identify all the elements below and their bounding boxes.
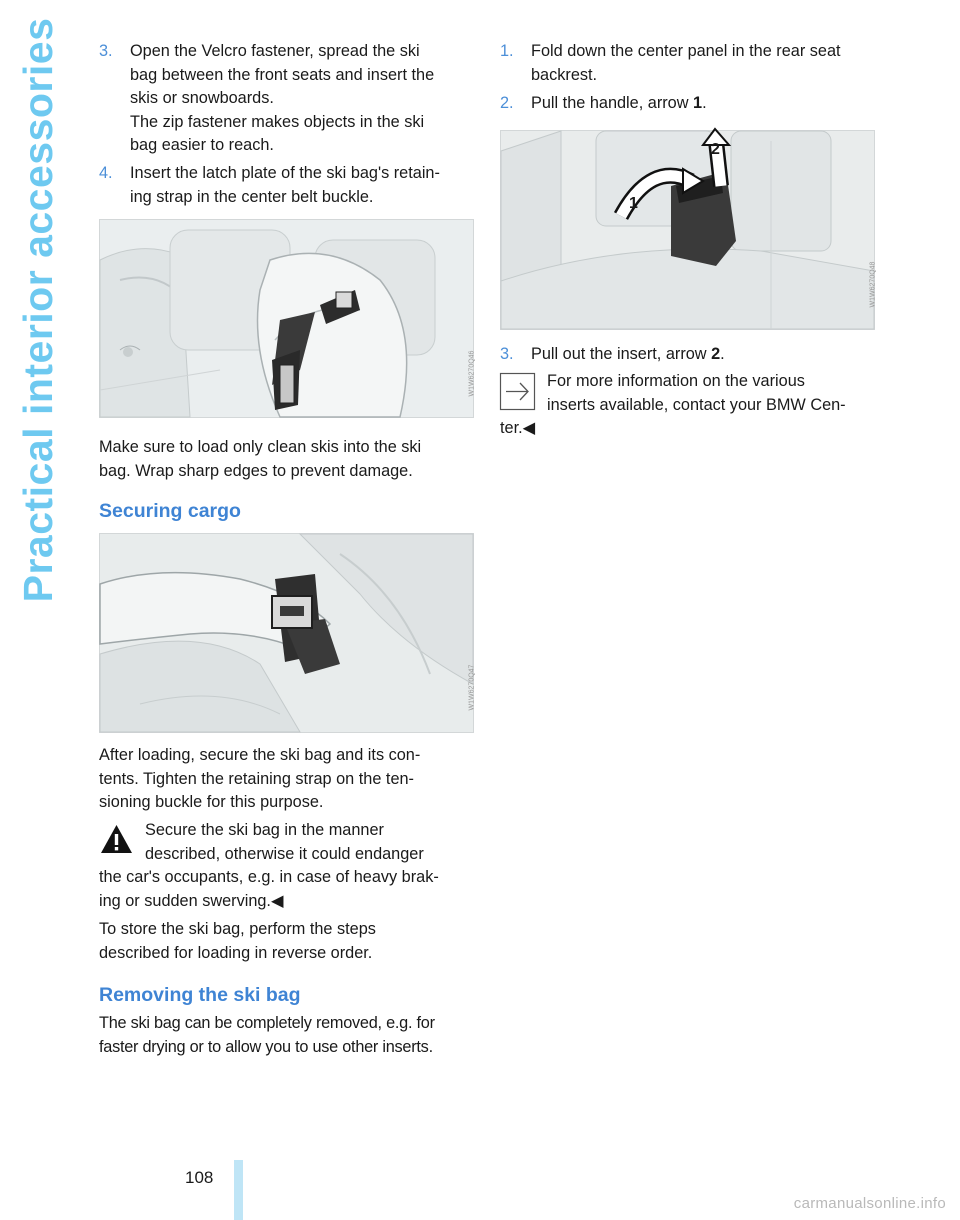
- step-line: Fold down the center panel in the rear seat: [531, 42, 841, 60]
- image-code: W1W6270Q47: [468, 664, 476, 711]
- step-line: Pull the handle, arrow: [531, 94, 694, 112]
- text-line: described for loading in reverse order.: [99, 943, 373, 962]
- text-line: tents. Tighten the retaining strap on the ten-: [99, 769, 414, 788]
- step-number: 2.: [500, 94, 514, 112]
- step-text: [531, 343, 876, 367]
- step-line: ing strap in the center belt buckle.: [130, 187, 374, 206]
- center-panel-image: [500, 130, 875, 330]
- note-arrow-icon: [500, 373, 535, 410]
- text-line: the car's occupants, e.g. in case of heavy brak-: [99, 868, 439, 886]
- step-line: Insert the latch plate of the ski bag's retain-: [130, 164, 440, 182]
- warning-triangle-icon: [99, 822, 134, 858]
- step-number: 3.: [99, 42, 113, 60]
- watermark: carmanualsonline.info: [793, 1195, 946, 1212]
- securing-cargo-heading: Securing cargo: [99, 500, 241, 522]
- page-number: 108: [185, 1168, 214, 1187]
- side-title: Practical interior accessories: [15, 17, 61, 603]
- text-line: bag. Wrap sharp edges to prevent damage.: [99, 461, 413, 480]
- step-line: skis or snowboards.: [130, 89, 274, 107]
- step-line: Open the Velcro fastener, spread the ski: [130, 42, 420, 60]
- step-line: bag between the front seats and insert the: [130, 65, 435, 84]
- securing-cargo-image: [99, 533, 474, 733]
- arrow-label-1: 1: [629, 195, 638, 212]
- warning-text-top: [145, 819, 475, 866]
- step-line: The zip fastener makes objects in the ski: [130, 112, 425, 131]
- text-line: To store the ski bag, perform the steps: [99, 920, 376, 938]
- text-line: inserts available, contact your BMW Cen-: [547, 395, 846, 414]
- text-line: described, otherwise it could endanger: [145, 844, 424, 863]
- store-paragraph: [99, 918, 474, 965]
- image-code: W1W6270Q48: [869, 261, 877, 308]
- step-text: [130, 162, 474, 209]
- note-text-top: [547, 370, 877, 417]
- step-line: Pull out the insert, arrow: [531, 345, 712, 363]
- step-number: 3.: [500, 345, 514, 363]
- text-line: Make sure to load only clean skis into the ski: [99, 438, 422, 456]
- clean-skis-paragraph: [99, 436, 474, 483]
- step-number: 4.: [99, 164, 113, 182]
- step-text: [531, 92, 876, 116]
- step-number: 1.: [500, 42, 514, 60]
- page-marker-bar: [234, 1160, 243, 1220]
- warning-text-bottom: [99, 866, 474, 913]
- punct: .: [720, 345, 725, 363]
- ski-bag-buckle-image: [99, 219, 474, 418]
- arrow-label-2: 2: [711, 141, 720, 158]
- step-line: backrest.: [531, 65, 598, 84]
- text-line: The ski bag can be completely removed, e.g. for: [99, 1014, 435, 1032]
- punct: .: [702, 94, 707, 112]
- text-line: Secure the ski bag in the manner: [145, 821, 384, 839]
- arrow-ref: 2: [711, 345, 721, 363]
- text-line: sioning buckle for this purpose.: [99, 793, 324, 811]
- image-code: W1W6270Q46: [468, 350, 476, 397]
- text-line: For more information on the various: [547, 372, 805, 390]
- note-text-bottom: [500, 417, 876, 441]
- step-text: [531, 40, 876, 87]
- removed-paragraph: [99, 1012, 479, 1059]
- text-line: faster drying or to allow you to use other inserts.: [99, 1037, 433, 1056]
- text-line: ing or sudden swerving.◀: [99, 891, 284, 910]
- after-loading-paragraph: [99, 744, 474, 815]
- step-line: bag easier to reach.: [130, 136, 274, 154]
- text-line: After loading, secure the ski bag and its con-: [99, 746, 421, 764]
- text-line: ter.◀: [500, 419, 536, 437]
- arrow-ref: 1: [693, 94, 703, 112]
- removing-ski-bag-heading: Removing the ski bag: [99, 984, 301, 1006]
- step-text: [130, 40, 474, 158]
